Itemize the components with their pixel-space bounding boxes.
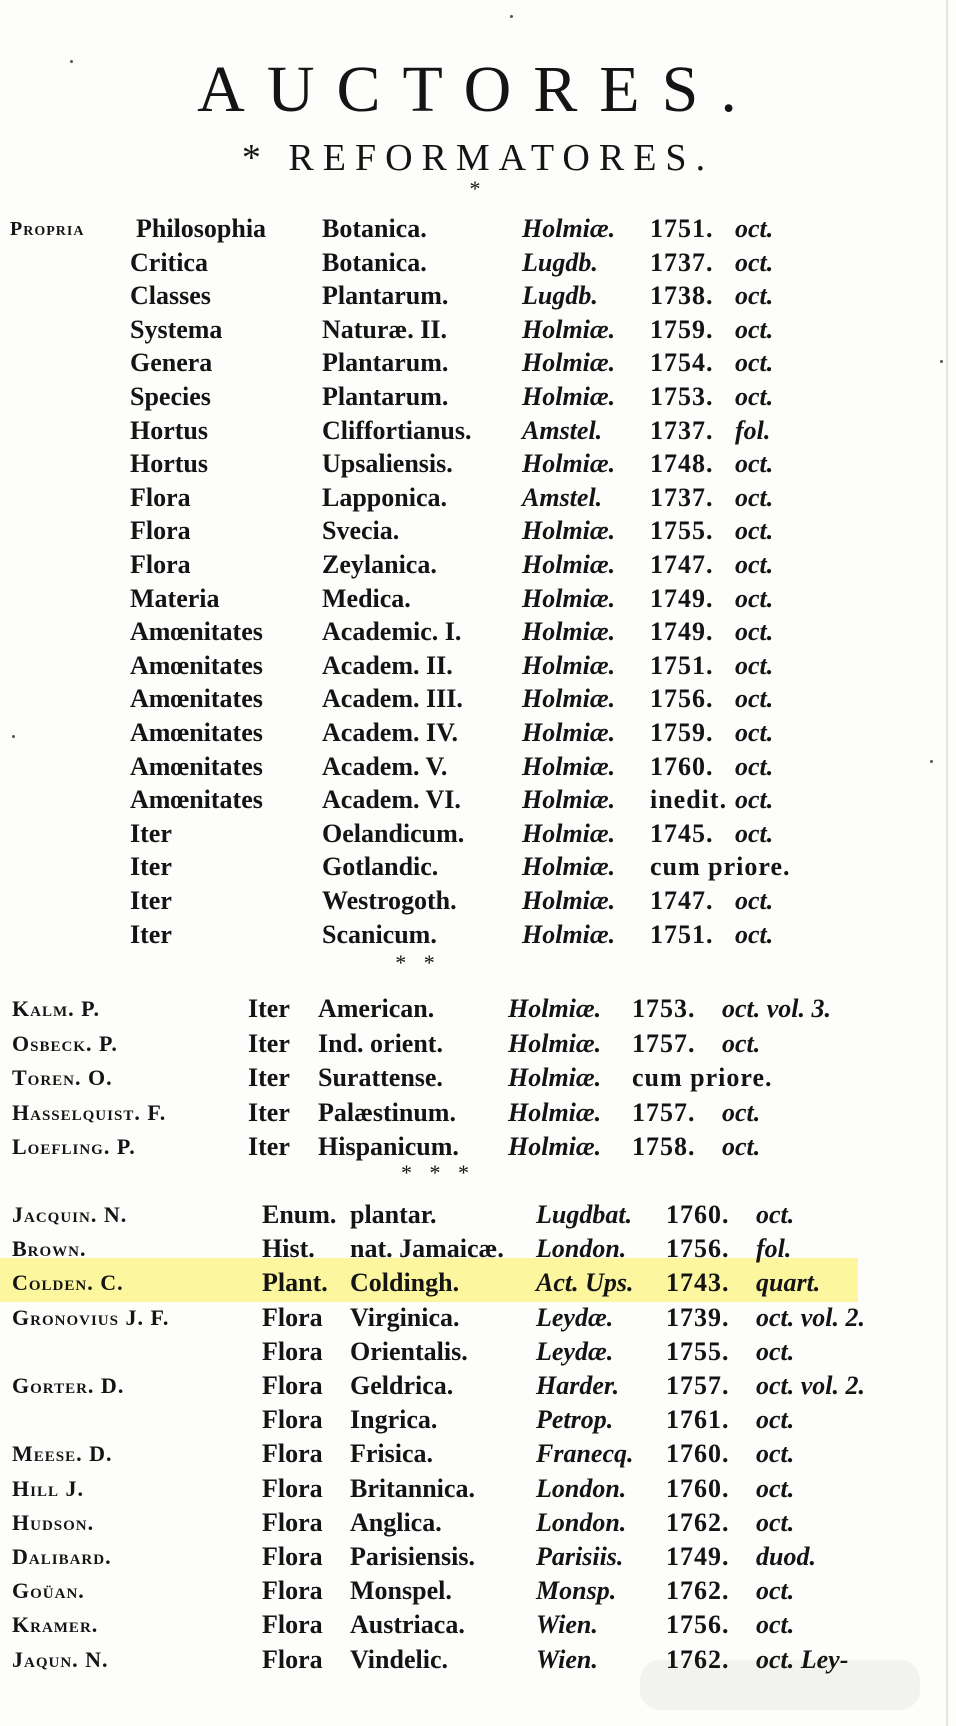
title-subject: Plantarum. (322, 348, 449, 378)
title-word: Flora (130, 482, 191, 512)
format-size: oct. (756, 1405, 795, 1435)
table-row (0, 346, 956, 380)
table-row (0, 1027, 956, 1061)
title-word: Flora (262, 1473, 323, 1503)
author-name: Gronovius J. F. (12, 1304, 170, 1330)
publication-year: 1739. (666, 1302, 730, 1332)
publication-year: 1760. (650, 751, 714, 781)
publication-year: 1751. (650, 214, 714, 243)
format-size: oct. (722, 1097, 761, 1127)
asterisk-divider-1: * (469, 176, 487, 201)
table-row (0, 649, 956, 683)
title-word: Flora (262, 1439, 323, 1469)
title-word: Iter (130, 886, 172, 915)
format-size: oct. (735, 919, 774, 949)
author-name: Brown. (12, 1236, 87, 1262)
table-row (0, 481, 956, 515)
author-name: Jacquin. N. (12, 1202, 128, 1227)
publication-place: Holmiæ. (522, 886, 616, 915)
publication-place: Monsp. (536, 1576, 617, 1606)
publication-place: Holmiæ. (508, 1063, 602, 1092)
title-subject: Ingrica. (350, 1405, 438, 1435)
title-word: Amœnitates (130, 718, 263, 747)
title-subject: Upsaliensis. (322, 449, 453, 479)
format-size: quart. (756, 1268, 821, 1298)
publication-place: Lugdbat. (536, 1200, 633, 1229)
publication-year: 1759. (650, 718, 714, 747)
ink-speck (12, 735, 15, 738)
title-word: Iter (130, 852, 172, 882)
format-size: oct. vol. 2. (756, 1302, 866, 1332)
publication-year: 1756. (650, 684, 714, 714)
title-word: Flora (262, 1336, 323, 1366)
publication-year: 1756. (666, 1234, 730, 1264)
publication-place: Holmiæ. (522, 852, 616, 882)
table-row (0, 1096, 956, 1130)
table-row (0, 514, 956, 548)
format-size: oct. (756, 1336, 795, 1366)
table-row (0, 1540, 956, 1574)
title-subject: Monspel. (350, 1576, 452, 1606)
publication-year: 1757. (632, 1028, 696, 1058)
table-row (0, 783, 956, 817)
title-subject: Lapponica. (322, 482, 447, 512)
format-size: oct. (735, 482, 774, 512)
publication-place: Holmiæ. (508, 1028, 602, 1058)
author-name: Hill J. (12, 1475, 84, 1501)
format-size: oct. (735, 550, 774, 579)
title-subject: Vindelic. (350, 1644, 448, 1674)
title-word: Flora (262, 1507, 323, 1537)
title-word: Hortus (130, 415, 208, 445)
publication-place: Franecq. (536, 1439, 634, 1469)
title-word: Iter (130, 818, 172, 848)
author-name: Colden. C. (12, 1270, 124, 1296)
publication-year: inedit. (650, 785, 728, 815)
publication-year: 1738. (650, 281, 714, 311)
publication-year: 1747. (650, 886, 714, 915)
author-name: Kramer. (12, 1612, 99, 1638)
title-word: Materia (130, 583, 220, 613)
title-subject: Medica. (322, 583, 411, 613)
table-row (0, 1335, 956, 1369)
title-subject: Plantarum. (322, 281, 449, 311)
title-word: Enum. (262, 1200, 337, 1229)
table-row (0, 1403, 956, 1437)
table-row (0, 1232, 956, 1266)
asterisk-divider-3: * * * (401, 1160, 475, 1185)
title-word: Iter (248, 1028, 290, 1058)
title-subject: Academ. V. (322, 751, 448, 781)
author-name: Meese. D. (12, 1441, 113, 1467)
publication-place: Holmiæ. (522, 617, 616, 647)
table-row (0, 1437, 956, 1471)
title-subject: Botanica. (322, 247, 427, 277)
table-row (0, 615, 956, 649)
title-word: Philosophia (136, 214, 267, 243)
publication-place: Lugdb. (522, 247, 598, 277)
format-size: oct. (735, 516, 774, 546)
format-size: oct. (722, 1028, 761, 1058)
title-word: Flora (262, 1542, 323, 1571)
table-row (0, 682, 956, 716)
publication-year: 1760. (666, 1439, 730, 1469)
publication-year: 1762. (666, 1644, 730, 1674)
format-size: oct. (735, 650, 774, 680)
publication-year: 1749. (666, 1542, 730, 1571)
title-subject: Austriaca. (350, 1610, 465, 1640)
page-subtitle: * REFORMATORES. (241, 137, 715, 179)
publication-place: Holmiæ. (522, 684, 616, 714)
author-name: Osbeck. P. (12, 1030, 118, 1056)
format-size: oct. (735, 583, 774, 613)
page-title: AUCTORES. (197, 53, 759, 126)
author-name: Kalm. P. (12, 996, 101, 1021)
format-size: oct. (735, 684, 774, 714)
author-name: Goüan. (12, 1578, 85, 1604)
format-size: fol. (756, 1234, 792, 1264)
table-row (0, 313, 956, 347)
publication-year: 1751. (650, 919, 714, 949)
format-size: oct. Ley- (756, 1644, 849, 1674)
title-word: Hist. (262, 1234, 315, 1264)
publication-year: 1737. (650, 482, 714, 512)
format-size: oct. (756, 1473, 795, 1503)
table-row (0, 447, 956, 481)
format-size: oct. (735, 818, 774, 848)
publication-place: Holmiæ. (522, 751, 616, 781)
title-word: Plant. (262, 1268, 328, 1298)
publication-year: 1760. (666, 1200, 730, 1229)
publication-place: Holmiæ. (508, 1097, 602, 1127)
publication-place: Act. Ups. (536, 1268, 634, 1298)
table-row (0, 1506, 956, 1540)
format-size: oct. (735, 314, 774, 344)
format-size: oct. vol. 3. (722, 994, 832, 1023)
table-row (0, 750, 956, 784)
format-size: oct. (735, 751, 774, 781)
table-row (0, 1266, 956, 1300)
publication-place: Holmiæ. (522, 348, 616, 378)
format-size: oct. (735, 382, 774, 411)
format-size: oct. (735, 281, 774, 311)
table-row (0, 582, 956, 616)
title-subject: Gotlandic. (322, 852, 439, 882)
table-row (0, 992, 956, 1026)
title-word: Flora (130, 516, 191, 546)
publication-year: 1753. (650, 382, 714, 411)
publication-place: Holmiæ. (522, 650, 616, 680)
ink-speck (930, 760, 933, 763)
title-subject: Scanicum. (322, 919, 437, 949)
publication-place: Harder. (536, 1371, 620, 1400)
table-row (0, 817, 956, 851)
publication-year: 1747. (650, 550, 714, 579)
format-size: oct. (756, 1200, 795, 1229)
publication-place: Wien. (536, 1610, 598, 1640)
publication-year: 1762. (666, 1576, 730, 1606)
title-subject: Academ. III. (322, 684, 463, 714)
table-row (0, 918, 956, 952)
title-subject: Coldingh. (350, 1268, 460, 1298)
publication-place: Petrop. (536, 1405, 614, 1435)
publication-place: Amstel. (522, 415, 603, 445)
title-word: Flora (262, 1371, 323, 1400)
author-name: Hudson. (12, 1509, 95, 1535)
format-size: oct. (735, 348, 774, 378)
title-word: Iter (248, 1132, 290, 1161)
title-word: Classes (130, 281, 211, 311)
table-row (0, 380, 956, 414)
publication-year: 1758. (632, 1132, 696, 1161)
publication-year: 1756. (666, 1610, 730, 1640)
title-subject: American. (318, 994, 435, 1023)
title-subject: nat. Jamaicæ. (350, 1234, 504, 1264)
publication-place: Parisiis. (536, 1542, 624, 1571)
table-row (0, 884, 956, 918)
title-word: Iter (248, 994, 290, 1023)
publication-place: Holmiæ. (522, 818, 616, 848)
publication-place: Holmiæ. (522, 919, 616, 949)
table-row (0, 1574, 956, 1608)
author-name: Toren. O. (12, 1065, 113, 1090)
title-word: Iter (248, 1097, 290, 1127)
publication-place: Holmiæ. (522, 785, 616, 815)
format-size: oct. (756, 1439, 795, 1469)
title-subject: Academic. I. (322, 617, 462, 647)
title-word: Systema (130, 314, 223, 344)
format-size: oct. (735, 247, 774, 277)
publication-place: Holmiæ. (522, 214, 616, 243)
title-subject: Westrogoth. (322, 886, 457, 915)
title-subject: Parisiensis. (350, 1542, 475, 1571)
title-word: Species (130, 382, 211, 411)
table-row (0, 1301, 956, 1335)
publication-place: London. (536, 1473, 627, 1503)
publication-year: 1757. (632, 1097, 696, 1127)
title-word: Amœnitates (130, 684, 263, 714)
title-word: Flora (262, 1576, 323, 1606)
format-size: oct. (756, 1507, 795, 1537)
publication-place: Holmiæ. (522, 449, 616, 479)
publication-year: 1753. (632, 994, 696, 1023)
title-subject: Anglica. (350, 1507, 442, 1537)
title-word: Flora (262, 1302, 323, 1332)
title-subject: Botanica. (322, 214, 427, 243)
publication-year: 1755. (666, 1336, 730, 1366)
ink-speck (940, 360, 943, 363)
title-subject: plantar. (350, 1200, 437, 1229)
publication-place: Leydæ. (536, 1336, 614, 1366)
title-word: Amœnitates (130, 785, 263, 815)
title-subject: Zeylanica. (322, 550, 437, 579)
table-row (0, 1643, 956, 1677)
asterisk-divider-2: * * (395, 950, 441, 975)
format-size: oct. (735, 617, 774, 647)
title-word: Critica (130, 247, 208, 277)
format-size: oct. (735, 449, 774, 479)
title-subject: Palæstinum. (318, 1097, 456, 1127)
publication-place: Holmiæ. (522, 516, 616, 546)
title-subject: Ind. orient. (318, 1028, 443, 1058)
title-word: Flora (130, 550, 191, 579)
publication-year: 1762. (666, 1507, 730, 1537)
publication-year: cum priore. (650, 852, 791, 882)
table-row (0, 1608, 956, 1642)
title-word: Amœnitates (130, 650, 263, 680)
table-row (0, 1130, 956, 1164)
table-row (0, 1061, 956, 1095)
publication-year: 1743. (666, 1268, 730, 1298)
publication-year: 1757. (666, 1371, 730, 1400)
format-size: oct. vol. 2. (756, 1371, 866, 1400)
title-subject: Academ. IV. (322, 718, 459, 747)
table-row (0, 246, 956, 280)
publication-place: Leydæ. (536, 1302, 614, 1332)
title-word: Amœnitates (130, 617, 263, 647)
format-size: oct. (735, 886, 774, 915)
table-row (0, 1198, 956, 1232)
publication-year: 1748. (650, 449, 714, 479)
author-name: Loefling. P. (12, 1134, 136, 1159)
table-row (0, 716, 956, 750)
title-word: Amœnitates (130, 751, 263, 781)
title-subject: Oelandicum. (322, 818, 465, 848)
title-subject: Academ. II. (322, 650, 453, 680)
publication-year: 1759. (650, 314, 714, 344)
table-row (0, 1369, 956, 1403)
publication-place: Holmiæ. (508, 1132, 602, 1161)
title-word: Flora (262, 1644, 323, 1674)
table-row (0, 212, 956, 246)
publication-year: 1755. (650, 516, 714, 546)
publication-place: London. (536, 1507, 627, 1537)
table-row (0, 548, 956, 582)
format-size: oct. (756, 1610, 795, 1640)
title-subject: Naturæ. II. (322, 314, 447, 344)
author-name: Propria (10, 218, 85, 240)
title-word: Hortus (130, 449, 208, 479)
title-subject: Britannica. (350, 1473, 475, 1503)
publication-place: Holmiæ. (522, 583, 616, 613)
format-size: duod. (756, 1542, 816, 1571)
publication-year: 1737. (650, 247, 714, 277)
publication-year: 1751. (650, 650, 714, 680)
publication-year: cum priore. (632, 1063, 773, 1092)
format-size: fol. (735, 415, 771, 445)
title-word: Flora (262, 1405, 323, 1435)
table-row (0, 279, 956, 313)
title-subject: Hispanicum. (318, 1132, 459, 1161)
title-subject: Virginica. (350, 1302, 460, 1332)
table-row (0, 414, 956, 448)
author-name: Dalibard. (12, 1544, 112, 1569)
publication-place: Wien. (536, 1644, 598, 1674)
format-size: oct. (735, 214, 774, 243)
ink-speck (70, 60, 73, 63)
title-subject: Geldrica. (350, 1371, 454, 1400)
title-subject: Academ. VI. (322, 785, 461, 815)
title-subject: Frisica. (350, 1439, 434, 1469)
publication-place: London. (536, 1234, 627, 1264)
publication-year: 1761. (666, 1405, 730, 1435)
publication-year: 1745. (650, 818, 714, 848)
title-subject: Svecia. (322, 516, 400, 546)
publication-place: Holmiæ. (508, 994, 602, 1023)
publication-place: Holmiæ. (522, 382, 616, 411)
format-size: oct. (735, 718, 774, 747)
title-subject: Cliffortianus. (322, 415, 472, 445)
format-size: oct. (722, 1132, 761, 1161)
title-word: Flora (262, 1610, 323, 1640)
publication-year: 1749. (650, 583, 714, 613)
author-name: Jaqun. N. (12, 1646, 109, 1672)
title-word: Iter (248, 1063, 290, 1092)
ink-speck (510, 15, 513, 18)
title-word: Genera (130, 348, 213, 378)
title-subject: Surattense. (318, 1063, 443, 1092)
publication-year: 1754. (650, 348, 714, 378)
title-subject: Plantarum. (322, 382, 449, 411)
publication-year: 1737. (650, 415, 714, 445)
publication-place: Amstel. (522, 482, 603, 512)
publication-place: Holmiæ. (522, 718, 616, 747)
publication-place: Lugdb. (522, 281, 598, 311)
table-row (0, 1472, 956, 1506)
publication-place: Holmiæ. (522, 550, 616, 579)
publication-year: 1749. (650, 617, 714, 647)
title-word: Iter (130, 919, 172, 949)
table-row (0, 850, 956, 884)
format-size: oct. (756, 1576, 795, 1606)
publication-place: Holmiæ. (522, 314, 616, 344)
title-subject: Orientalis. (350, 1336, 468, 1366)
author-name: Hasselquist. F. (12, 1099, 167, 1125)
format-size: oct. (735, 785, 774, 815)
publication-year: 1760. (666, 1473, 730, 1503)
author-name: Gorter. D. (12, 1373, 125, 1398)
